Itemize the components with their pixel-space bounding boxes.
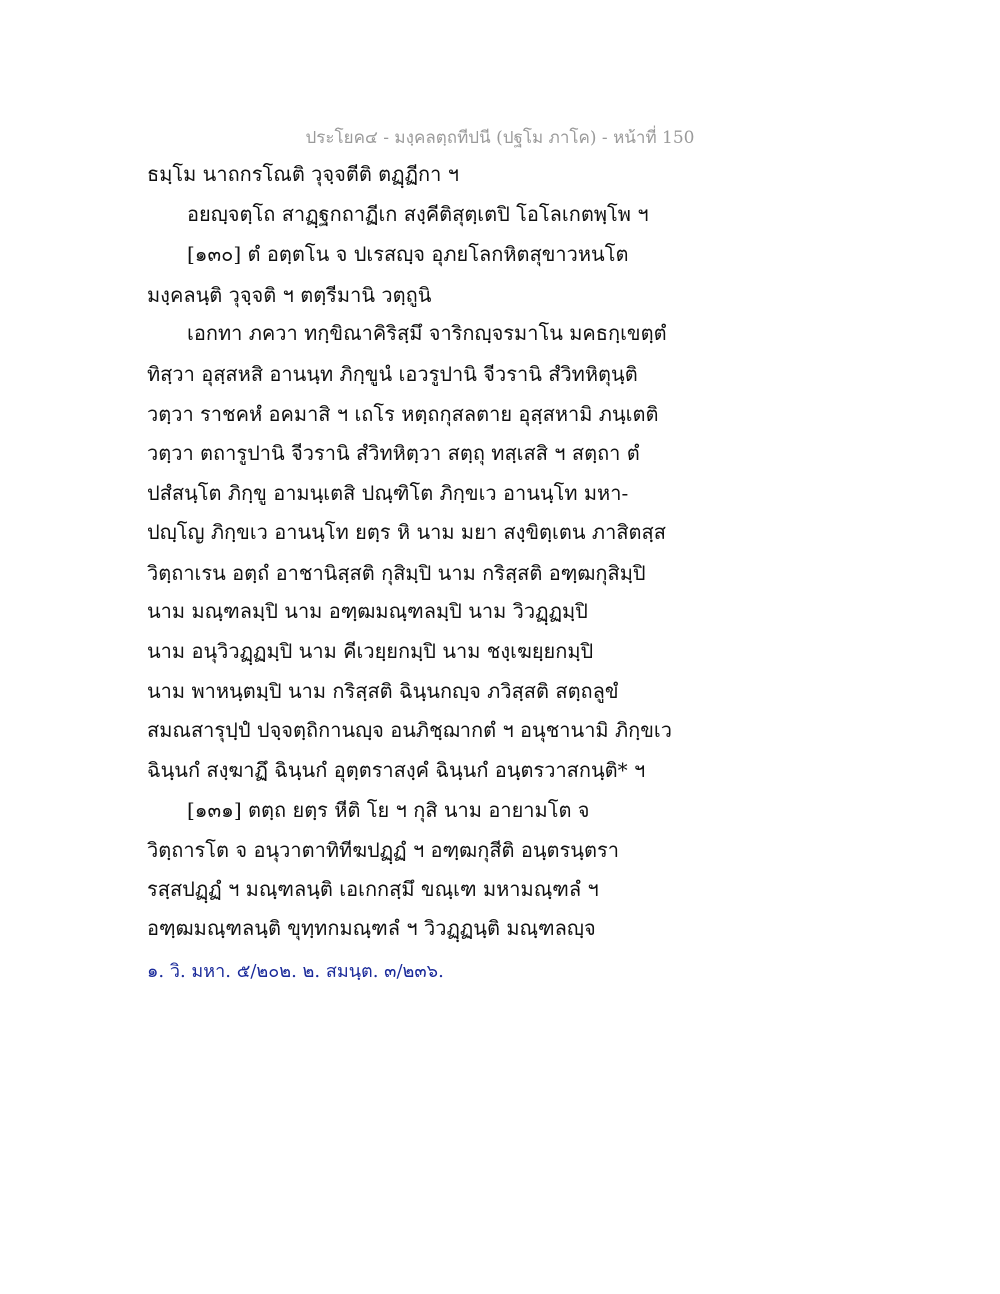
text-line-4: มงฺคลนฺติ วุจฺจติ ฯ ตตฺรีมานิ วตฺถูนิ	[147, 283, 432, 307]
text-line-17: [๑๓๑] ตตฺถ ยตฺร หีติ โย ฯ กุสิ นาม อายามโต จ	[187, 798, 590, 822]
text-line-13: นาม อนุวิวฏฺฏมฺปิ นาม คีเวยฺยกมฺปิ นาม ชงฺเฆยฺยกมฺปิ	[147, 639, 594, 663]
text-line-18: วิตฺถารโต จ อนุวาตาทิทีฆปฏฺฏํ ฯ อฑฺฒกุสีติ อนฺตรนฺตรา	[147, 838, 619, 862]
page-header: ประโยค๔ - มงฺคลตฺถทีปนี (ปฐโม ภาโค) - หน้าที่ 150	[305, 128, 695, 148]
text-line-1: ธมฺโม นาถกรโณติ วุจฺจตีติ ตฏฺฏีกา ฯ	[147, 162, 459, 186]
text-line-12: นาม มณฺฑลมฺปิ นาม อฑฺฒมณฺฑลมฺปิ นาม วิวฏฺฏมฺปิ	[147, 599, 588, 623]
text-line-10: ปญฺโญ ภิกฺขเว อานนฺโท ยตฺร หิ นาม มยา สงฺขิตฺเตน ภาสิตสฺส	[147, 520, 666, 544]
footnote: ๑. วิ. มหา. ๕/๒๐๒. ๒. สมนฺต. ๓/๒๓๖.	[147, 961, 444, 982]
text-line-3: [๑๓๐] ตํ อตฺตโน จ ปเรสญฺจ อุภยโลกหิตสุขาวหนโต	[187, 242, 629, 266]
text-line-16: ฉินฺนกํ สงฺฆาฏึ ฉินฺนกํ อุตฺตราสงฺคํ ฉินฺนกํ อนฺตรวาสกนฺติ* ฯ	[147, 758, 646, 782]
text-line-20: อฑฺฒมณฺฑลนฺติ ขุทฺทกมณฺฑลํ ฯ วิวฏฺฏนฺติ มณฺฑลญฺจ	[147, 916, 596, 940]
text-line-11: วิตฺถาเรน อตฺถํ อาชานิสฺสติ กุสิมฺปิ นาม กริสฺสติ อฑฺฒกุสิมฺปิ	[147, 561, 646, 585]
text-line-8: วตฺวา ตถารูปานิ จีวรานิ สํวิทหิตฺวา สตฺถุ ทสฺเสสิ ฯ สตฺถา ตํ	[147, 441, 640, 465]
text-line-9: ปสํสนฺโต ภิกฺขู อามนฺเตสิ ปณฺฑิโต ภิกฺขเว อานนฺโท มหา-	[147, 481, 629, 505]
text-line-5: เอกทา ภควา ทกฺขิณาคิริสฺมึ จาริกญฺจรมาโน มคธกฺเขตฺตํ	[187, 321, 667, 345]
text-line-2: อยญฺจตฺโถ สาฏฺฐกถาฏีเก สงฺคีติสุตฺเตปิ โอโลเกตพฺโพ ฯ	[187, 202, 649, 226]
text-line-19: รสฺสปฏฺฏํ ฯ มณฺฑลนฺติ เอเกกสฺมึ ขณฺเฑ มหามณฺฑลํ ฯ	[147, 877, 599, 901]
text-line-7: วตฺวา ราชคหํ อคมาสิ ฯ เถโร หตฺถกุสลตาย อุสฺสหามิ ภนฺเตติ	[147, 402, 659, 426]
text-line-15: สมณสารุปฺปํ ปจฺจตฺถิกานญฺจ อนภิชฺฌากตํ ฯ อนุชานามิ ภิกฺขเว	[147, 718, 672, 742]
text-line-14: นาม พาหนฺตมฺปิ นาม กริสฺสติ ฉินฺนกญฺจ ภวิสฺสติ สตฺถลูขํ	[147, 679, 619, 703]
text-line-6: ทิสฺวา อุสฺสหสิ อานนฺท ภิกฺขูนํ เอวรูปานิ จีวรานิ สํวิทหิตุนฺติ	[147, 362, 638, 386]
